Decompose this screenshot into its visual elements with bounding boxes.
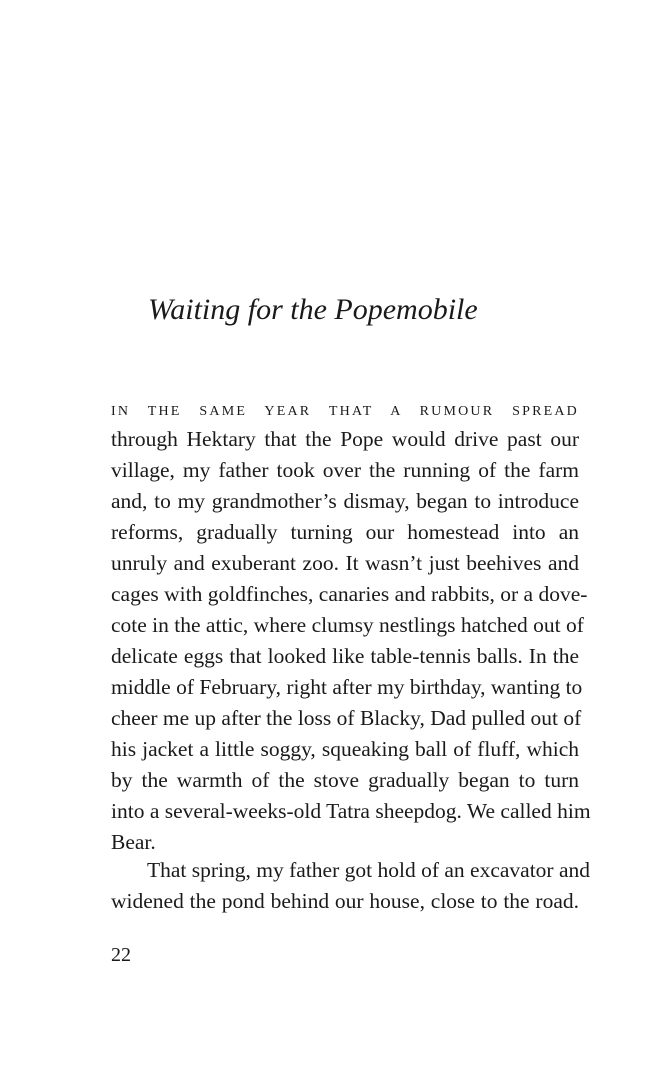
- text-line: unruly and exuberant zoo. It wasn’t just beehives and: [111, 551, 579, 575]
- text-line: and, to my grandmother’s dismay, began to introduce: [111, 489, 579, 513]
- text-line-opening: IN THE SAME YEAR THAT A RUMOUR SPREAD: [111, 404, 579, 419]
- chapter-title: Waiting for the Popemobile: [148, 293, 478, 326]
- text-line: village, my father took over the running of the farm: [111, 458, 579, 482]
- text-line: cote in the attic, where clumsy nestlings hatched out of: [111, 613, 584, 637]
- text-line-paragraph-end: Bear.: [111, 830, 156, 854]
- text-line: through Hektary that the Pope would drive past our: [111, 427, 579, 451]
- text-line: delicate eggs that looked like table-tennis balls. In the: [111, 644, 579, 668]
- text-line: into a several-weeks-old Tatra sheepdog. We called him: [111, 799, 591, 823]
- text-line: widened the pond behind our house, close to the road.: [111, 889, 579, 913]
- text-line: middle of February, right after my birthday, wanting to: [111, 675, 583, 699]
- text-line-paragraph-start: That spring, my father got hold of an excavator and: [147, 858, 590, 882]
- text-line: cheer me up after the loss of Blacky, Dad pulled out of: [111, 706, 582, 730]
- page-number: 22: [111, 944, 131, 966]
- text-line: his jacket a little soggy, squeaking ball of fluff, which: [111, 737, 579, 761]
- text-line: cages with goldfinches, canaries and rabbits, or a dove-: [111, 582, 588, 606]
- text-line: by the warmth of the stove gradually began to turn: [111, 768, 579, 792]
- text-line: reforms, gradually turning our homestead into an: [111, 520, 579, 544]
